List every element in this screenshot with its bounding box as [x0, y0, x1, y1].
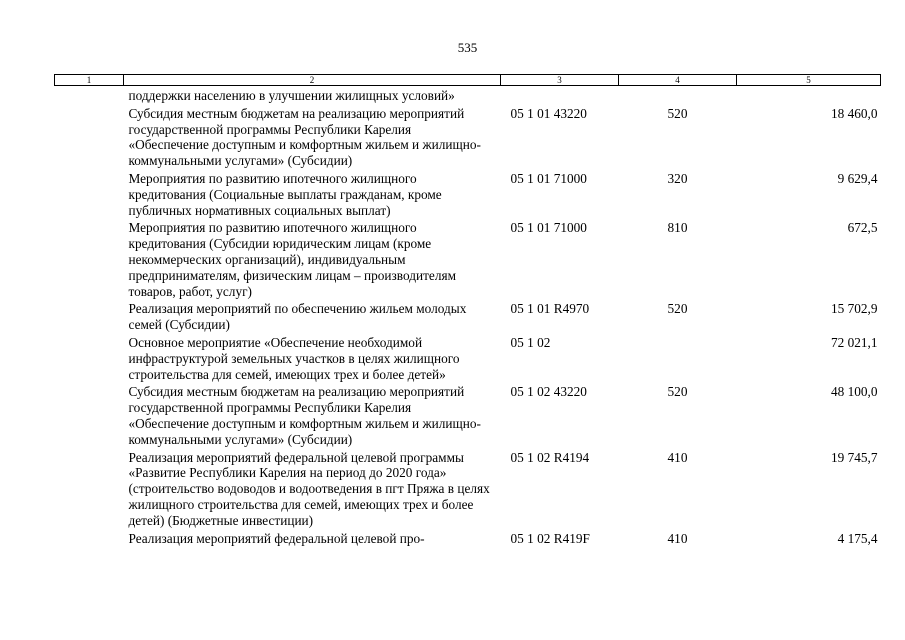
budget-table [54, 74, 881, 546]
header-col-5: 5 [737, 75, 881, 86]
row-expense-type: 520 [667, 301, 688, 317]
row-expense-type: 520 [667, 384, 688, 400]
row-index-cell [55, 448, 124, 529]
header-row [55, 75, 881, 86]
row-description: Субсидия местным бюджетам на реализацию мероприятий государственной программы Республики Карелия «Обеспечение доступным и комфортным жильем и жилищно-коммунальными услугами» (Субсидии) [128, 105, 481, 169]
page-number: 535 [457, 40, 478, 55]
table-header [55, 75, 881, 86]
row-code: 05 1 01 71000 [510, 220, 587, 236]
table-row [55, 299, 881, 333]
row-index-cell [55, 529, 124, 547]
table-row [55, 86, 881, 104]
row-index-cell [55, 382, 124, 447]
row-amount: 672,5 [847, 220, 878, 236]
row-index-cell [55, 169, 124, 218]
row-expense-type: 520 [667, 105, 688, 121]
header-col-3: 3 [501, 75, 619, 86]
row-code: 05 1 02 R419F [510, 530, 590, 546]
row-index-cell [55, 333, 124, 382]
row-description: Основное мероприятие «Обеспечение необходимой инфраструктурой земельных участков в целях жилищного строительства для семей, имеющих трех и более детей» [128, 334, 460, 382]
row-code: 05 1 01 71000 [510, 170, 587, 186]
row-amount: 48 100,0 [830, 384, 878, 400]
table-row [55, 382, 881, 447]
row-description: Мероприятия по развитию ипотечного жилищного кредитования (Субсидии юридическим лицам (кроме некоммерческих организаций), индивидуальным предпринимателям, физическим лицам – производителям товаров, работ, услуг) [128, 220, 456, 299]
row-code: 05 1 02 43220 [510, 384, 587, 400]
row-expense-type: 810 [667, 220, 688, 236]
row-index-cell [55, 104, 124, 169]
row-description: Реализация мероприятий федеральной целевой программы «Развитие Республики Карелия на период до 2020 года» (строительство водоводов и водоотведения в пгт Пряжа в целях жилищного строительства для семей, имеющих трех и более детей) (Бюджетные инвестиции) [128, 449, 490, 528]
row-code: 05 1 02 [510, 334, 551, 350]
row-description: Мероприятия по развитию ипотечного жилищного кредитования (Социальные выплаты гражданам, кроме публичных нормативных социальных выплат) [128, 170, 442, 218]
table-row [55, 448, 881, 529]
table-row [55, 169, 881, 218]
header-col-2: 2 [124, 75, 501, 86]
row-amount [737, 86, 881, 104]
table-row [55, 218, 881, 299]
row-code: 05 1 02 R4194 [510, 449, 590, 465]
row-amount: 9 629,4 [837, 170, 878, 186]
row-expense-type [619, 333, 737, 382]
row-description: Реализация мероприятий по обеспечению жильем молодых семей (Субсидии) [128, 301, 467, 333]
row-description: Субсидия местным бюджетам на реализацию мероприятий государственной программы Республики Карелия «Обеспечение доступным и комфортным жильем и жилищно-коммунальными услугами» (Субсидии) [128, 384, 481, 447]
row-expense-type: 410 [667, 449, 688, 465]
row-description: Реализация мероприятий федеральной целевой про- [128, 530, 425, 546]
row-amount: 18 460,0 [830, 105, 878, 121]
table-row [55, 333, 881, 382]
table-row [55, 104, 881, 169]
row-description: поддержки населению в улучшении жилищных условий» [128, 88, 455, 103]
table-row [55, 529, 881, 547]
row-index-cell [55, 86, 124, 104]
row-amount: 72 021,1 [830, 334, 878, 350]
row-code [501, 86, 619, 104]
header-col-4: 4 [619, 75, 737, 86]
header-col-1: 1 [55, 75, 124, 86]
row-expense-type: 320 [667, 170, 688, 186]
row-code: 05 1 01 R4970 [510, 301, 590, 317]
row-expense-type [619, 86, 737, 104]
row-amount: 15 702,9 [830, 301, 878, 317]
table-body [55, 86, 881, 547]
row-amount: 4 175,4 [837, 530, 878, 546]
row-index-cell [55, 218, 124, 299]
row-expense-type: 410 [667, 530, 688, 546]
row-index-cell [55, 299, 124, 333]
row-code: 05 1 01 43220 [510, 105, 587, 121]
row-amount: 19 745,7 [830, 449, 878, 465]
